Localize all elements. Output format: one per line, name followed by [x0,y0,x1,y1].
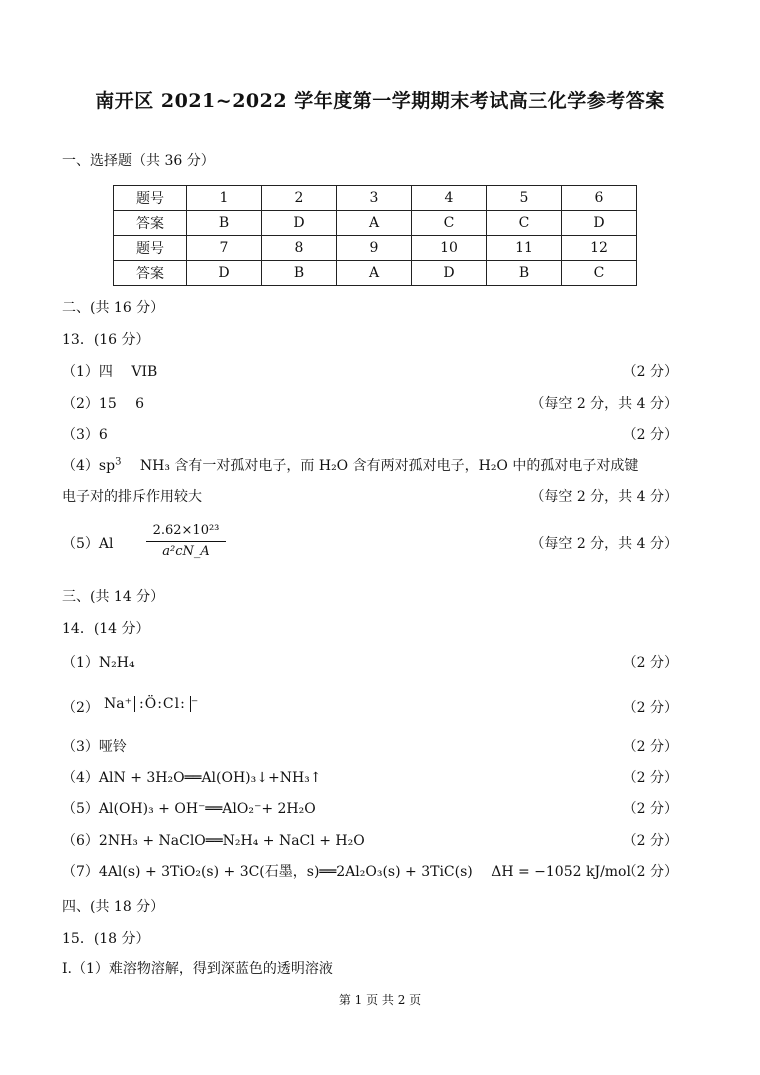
q13-part4-score: （每空 2 分，共 4 分） [530,489,678,505]
q14-part6-score: （2 分） [622,833,678,849]
fraction-numerator: 2.62×10²³ [146,523,226,542]
q14-part2-score: （2 分） [622,700,678,716]
table-cell: B [487,261,562,286]
q14-part4-score: （2 分） [622,770,678,786]
table-row-label: 题号 [114,186,187,211]
table-cell: D [187,261,262,286]
table-cell: 6 [562,186,637,211]
table-row [114,186,637,211]
q14-part2-prefix: （2） [62,700,99,716]
q14-part3-score: （2 分） [622,739,678,755]
q13-part3: （3）6 [62,427,108,443]
density-fraction [146,523,226,559]
table-cell: C [562,261,637,286]
table-cell: 5 [487,186,562,211]
table-cell: B [262,261,337,286]
q13-heading: 13．(16 分） [62,332,150,348]
table-cell: A [337,211,412,236]
q14-heading: 14．(14 分） [62,621,150,637]
q15-part1: I.（1）难溶物溶解，得到深蓝色的透明溶液 [62,961,333,977]
table-cell: D [262,211,337,236]
document-title: 南开区 2021~2022 学年度第一学期期末考试高三化学参考答案 [95,90,665,112]
fraction-denominator: a²cN_A [162,544,210,559]
table-row-label: 题号 [114,236,187,261]
q14-part4: （4）AlN + 3H₂O══Al(OH)₃↓+NH₃↑ [62,770,322,786]
table-cell: D [412,261,487,286]
q14-part5: （5）Al(OH)₃ + OH⁻══AlO₂⁻+ 2H₂O [62,801,316,817]
table-cell: 10 [412,236,487,261]
lewis-structure [104,696,198,712]
table-cell: C [412,211,487,236]
q14-part1: （1）N₂H₄ [62,655,135,671]
lewis-anion-box: :Ö:Cl: [134,696,191,712]
q14-part7-score: （2 分） [622,864,678,880]
q13-part4-cont: 电子对的排斥作用较大 [62,489,202,505]
table-cell: 1 [187,186,262,211]
table-cell: 8 [262,236,337,261]
table-cell: 12 [562,236,637,261]
q13-part3-score: （2 分） [622,427,678,443]
q13-part4 [62,455,638,475]
table-cell: 7 [187,236,262,261]
answer-table [113,185,637,286]
table-cell: D [562,211,637,236]
table-cell: 3 [337,186,412,211]
section3-heading: 三、(共 14 分） [62,589,165,605]
section1-heading: 一、选择题（共 36 分） [62,153,215,169]
q15-heading: 15．(18 分） [62,931,150,947]
table-cell: 2 [262,186,337,211]
q14-part6: （6）2NH₃ + NaClO══N₂H₄ + NaCl + H₂O [62,833,365,849]
section4-heading: 四、(共 18 分） [62,899,165,915]
q14-part7: （7）4Al(s) + 3TiO₂(s) + 3C(石墨，s)══2Al₂O₃(s) + 3TiC(s) ΔH = −1052 kJ/mol [62,864,631,880]
table-cell: 11 [487,236,562,261]
page-footer: 第 1 页 共 2 页 [338,993,422,1007]
q13-part2: （2）15 6 [62,396,145,412]
table-row-label: 答案 [114,211,187,236]
q13-part4-a: （4）sp [62,458,116,474]
lewis-cation: Na⁺ [104,696,132,712]
q14-part5-score: （2 分） [622,801,678,817]
q13-part5-score: （每空 2 分，共 4 分） [530,536,678,552]
q13-part4-b: NH₃ 含有一对孤对电子，而 H₂O 含有两对孤对电子，H₂O 中的孤对电子对成键 [121,458,639,474]
q13-part2-score: （每空 2 分，共 4 分） [530,396,678,412]
table-row-label: 答案 [114,261,187,286]
q13-part5: （5）Al [62,536,114,552]
table-cell: C [487,211,562,236]
q14-part3: （3）哑铃 [62,739,127,755]
table-cell: 9 [337,236,412,261]
q13-part4-sup: 3 [115,456,122,468]
section2-heading: 二、(共 16 分） [62,300,165,316]
table-cell: 4 [412,186,487,211]
q14-part1-score: （2 分） [622,655,678,671]
q13-part1-score: （2 分） [622,364,678,380]
lewis-charge: ⁻ [190,696,199,712]
table-row [114,261,637,286]
table-cell: A [337,261,412,286]
q13-part1: （1）四 VIB [62,364,158,380]
table-cell: B [187,211,262,236]
table-row [114,211,637,236]
table-row [114,236,637,261]
